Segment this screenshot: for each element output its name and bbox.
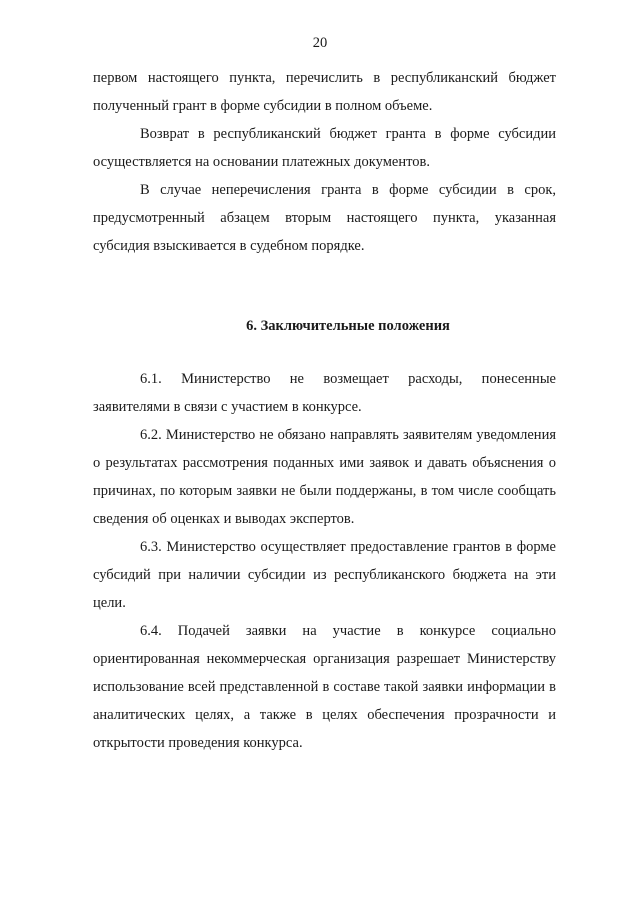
paragraph-continuation: первом настоящего пункта, перечислить в республиканский бюджет полученный грант в форме субсидии в полном объеме.	[93, 70, 556, 114]
clause-6-1: 6.1. Министерство не возмещает расходы, понесенные заявителями в связи с участием в конкурсе.	[93, 371, 556, 415]
paragraph-refund-basis: Возврат в республиканский бюджет гранта в форме субсидии осуществляется на основании платежных документов.	[93, 126, 556, 170]
clause-6-4: 6.4. Подачей заявки на участие в конкурсе социально ориентированная некоммерческая организация разрешает Министерству использование всей представленной в составе такой заявки информации в аналитических целях, а также в целях обеспечения прозрачности и открытости проведения конкурса.	[93, 623, 556, 751]
paragraph-recovery: В случае неперечисления гранта в форме субсидии в срок, предусмотренный абзацем вторым настоящего пункта, указанная субсидия взыскивается в судебном порядке.	[93, 182, 556, 254]
section-heading: 6. Заключительные положения	[246, 318, 450, 334]
clause-6-2: 6.2. Министерство не обязано направлять заявителям уведомления о результатах рассмотрения поданных ими заявок и давать объяснения о причинах, по которым заявки не были поддержаны, в том числе сообщать сведения об оценках и выводах экспертов.	[93, 427, 556, 527]
document-body	[93, 64, 556, 757]
clause-6-3: 6.3. Министерство осуществляет предоставление грантов в форме субсидий при наличии субсидии из республиканского бюджета на эти цели.	[93, 539, 556, 611]
page-number: 20	[312, 35, 328, 51]
